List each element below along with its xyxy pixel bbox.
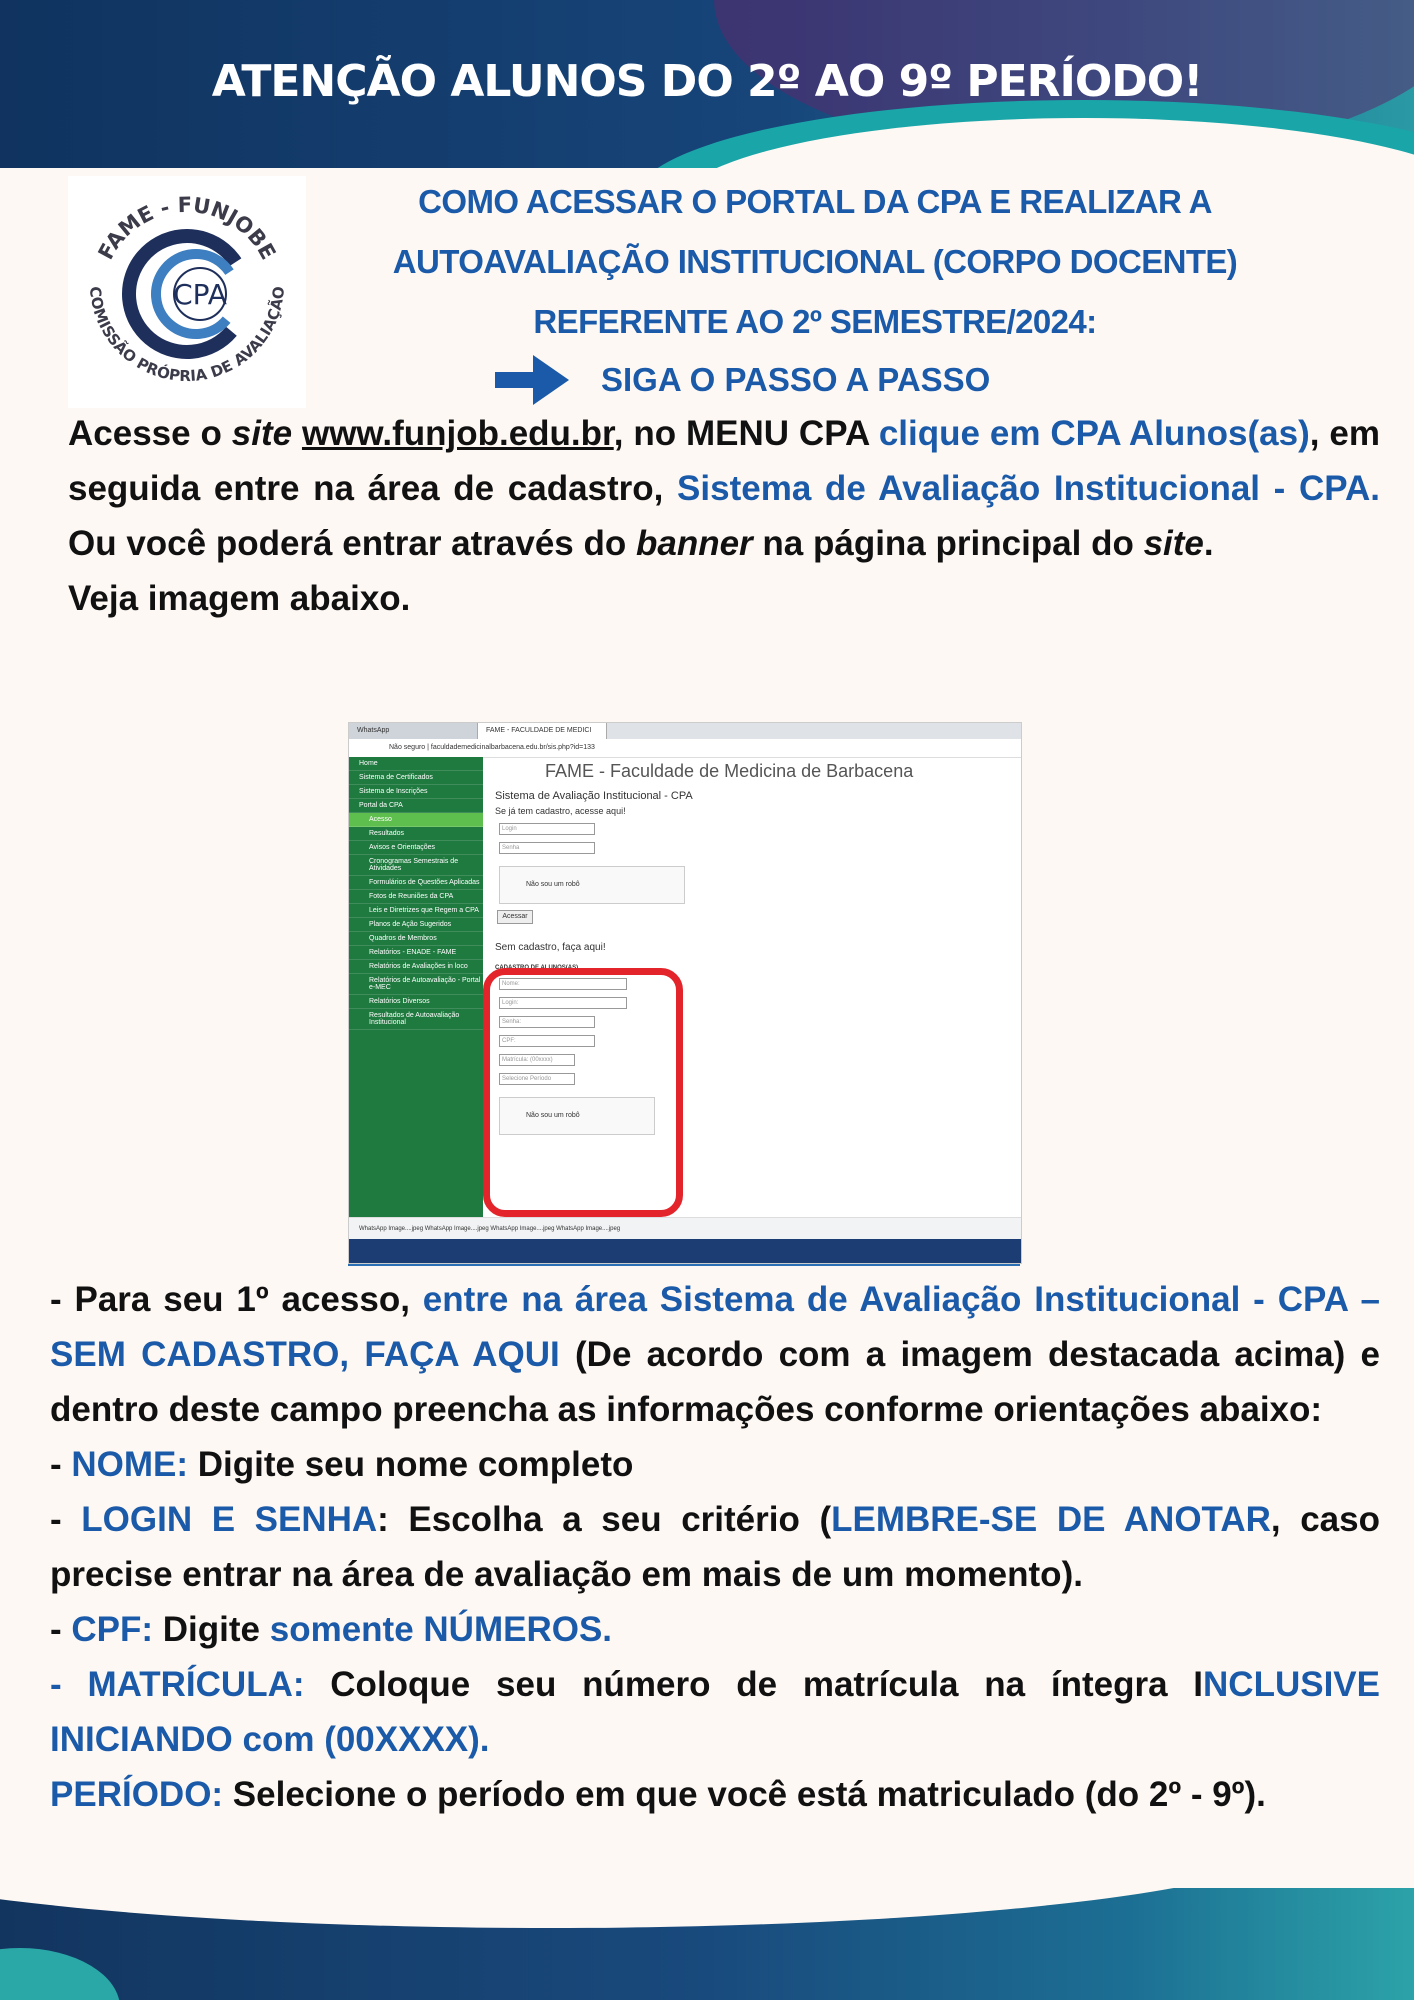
screenshot-underline	[348, 1264, 1020, 1266]
portal-sidebar	[349, 757, 483, 1217]
header-banner	[0, 0, 1414, 168]
title-line-3: REFERENTE AO 2º SEMESTRE/2024:	[533, 303, 1097, 340]
svg-text:COMISSÃO PRÓPRIA DE AVALIAÇÃO: COMISSÃO PRÓPRIA DE AVALIAÇÃO	[85, 285, 289, 386]
cpa-logo	[68, 176, 306, 408]
access-button: Acessar	[497, 910, 533, 924]
address-bar: Não seguro | faculdademedicinalbarbacena.edu.br/sis.php?id=133	[349, 739, 1021, 758]
footer-light-wave	[0, 1888, 1300, 1928]
sidebar-item: Formulários de Questões Aplicadas	[349, 876, 483, 890]
instruction-text: - Para seu 1º acesso,	[50, 1280, 423, 1319]
sidebar-item: Relatórios - ENADE - FAME	[349, 946, 483, 960]
intro-text: na página principal do	[752, 524, 1144, 563]
sidebar-item: Relatórios de Avaliações in loco	[349, 960, 483, 974]
intro-text: , no MENU CPA	[613, 414, 879, 453]
period-select: Selecione Período	[499, 1073, 575, 1085]
browser-tab: WhatsApp	[349, 723, 478, 739]
name-instruction	[50, 1437, 1380, 1492]
instruction-highlight: NCLUSIVE INICIANDO com (00XXXX).	[50, 1665, 1380, 1759]
login-field: Login	[499, 823, 595, 835]
sidebar-item: Resultados de Autoavaliação Institucional	[349, 1009, 483, 1030]
intro-highlight: Sistema de Avaliação Institucional - CPA.	[677, 469, 1380, 508]
highlight-ring	[483, 968, 683, 1217]
bullet: -	[50, 1445, 72, 1484]
arrow-right-icon	[495, 355, 569, 405]
browser-tabs	[349, 723, 1021, 739]
sidebar-item: Leis e Diretrizes que Regem a CPA	[349, 904, 483, 918]
bullet: -	[50, 1665, 88, 1704]
instruction-highlight: entre na área Sistema de Avaliação Institucional - CPA – SEM CADASTRO, FAÇA AQUI	[50, 1280, 1380, 1374]
instruction-text: Selecione o período em que você está matriculado (do 2º - 9º).	[223, 1775, 1266, 1814]
instruction-text: , caso precise entrar na área de avaliação em mais de um momento).	[50, 1500, 1380, 1594]
sidebar-item: Quadros de Membros	[349, 932, 483, 946]
first-access-paragraph	[50, 1272, 1380, 1437]
browser-tab: FAME - FACULDADE DE MEDICI	[478, 723, 607, 739]
intro-text: , em seguida entre na área de cadastro,	[68, 414, 1380, 508]
svg-text:FAME - FUNJOBE: FAME - FUNJOBE	[93, 192, 281, 264]
sidebar-item: Relatórios Diversos	[349, 995, 483, 1009]
sidebar-item: Acesso	[349, 813, 483, 827]
intro-site: site	[231, 414, 293, 453]
password-field: Senha:	[499, 1016, 595, 1028]
step-label: SIGA O PASSO A PASSO	[601, 361, 991, 398]
page-title: ATENÇÃO ALUNOS DO 2º AO 9º PERÍODO!	[211, 56, 1203, 107]
instruction-text: (De acordo com a imagem destacada acima) e dentro deste campo preencha as informações conforme orientações abaixo:	[50, 1335, 1381, 1429]
bullet: -	[50, 1610, 72, 1649]
login-subheading: Se já tem cadastro, acesse aqui!	[495, 806, 626, 816]
svg-text:CPA: CPA	[173, 278, 227, 311]
sidebar-item: Avisos e Orientações	[349, 841, 483, 855]
instruction-text: : Escolha a seu critério (	[377, 1500, 832, 1539]
intro-text: Acesse o	[68, 414, 232, 453]
sidebar-item: Planos de Ação Sugeridos	[349, 918, 483, 932]
login-field: Login:	[499, 997, 627, 1009]
instruction-highlight: LEMBRE-SE DE ANOTAR	[831, 1500, 1271, 1539]
intro-banner: banner	[635, 524, 753, 563]
sidebar-item: Cronogramas Semestrais de Atividades	[349, 855, 483, 876]
intro-site: site	[1143, 524, 1204, 563]
field-label: PERÍODO:	[50, 1775, 224, 1814]
instruction-text: Digite	[153, 1610, 270, 1649]
intro-highlight: clique em CPA Alunos(as)	[878, 414, 1310, 453]
login-instruction	[50, 1492, 1380, 1602]
register-heading: CADASTRO DE ALUNOS(AS)	[495, 965, 579, 971]
intro-text	[292, 414, 302, 453]
access-paragraph	[68, 406, 1380, 626]
form-heading: Sistema de Avaliação Institucional - CPA	[495, 790, 693, 802]
title-line-1: COMO ACESSAR O PORTAL DA CPA E REALIZAR A	[418, 183, 1212, 220]
sidebar-item: Home	[349, 757, 483, 771]
instructions-block	[50, 1272, 1380, 1822]
see-image-text: Veja imagem abaixo.	[68, 579, 411, 618]
password-field: Senha	[499, 842, 595, 854]
sidebar-item: Relatórios de Autoavaliação - Portal e-MEC	[349, 974, 483, 995]
cpf-field: CPF:	[499, 1035, 595, 1047]
intro-text: Ou você poderá entrar através do	[68, 524, 636, 563]
name-field: Nome:	[499, 978, 627, 990]
site-title: FAME - Faculdade de Medicina de Barbacena	[545, 761, 914, 781]
field-label: MATRÍCULA:	[87, 1665, 305, 1704]
sidebar-item: Portal da CPA	[349, 799, 483, 813]
captcha-box: Não sou um robô	[499, 866, 685, 904]
bullet: -	[50, 1500, 82, 1539]
sidebar-item: Sistema de Certificados	[349, 771, 483, 785]
intro-text: .	[1203, 524, 1214, 563]
sidebar-item: Fotos de Reuniões da CPA	[349, 890, 483, 904]
windows-taskbar	[349, 1239, 1021, 1263]
step-by-step-heading	[495, 352, 990, 408]
registration-instruction	[50, 1657, 1380, 1767]
sidebar-item: Resultados	[349, 827, 483, 841]
site-link[interactable]: www.funjob.edu.br	[301, 414, 614, 453]
field-label: CPF:	[71, 1610, 154, 1649]
portal-screenshot	[348, 722, 1022, 1264]
title-line-2: AUTOAVALIAÇÃO INSTITUCIONAL (CORPO DOCENTE)	[392, 243, 1238, 280]
register-subheading: Sem cadastro, faça aqui!	[495, 942, 606, 953]
footer-teal-wave	[0, 1948, 120, 2000]
captcha-box: Não sou um robô	[499, 1097, 655, 1135]
instruction-text: Digite seu nome completo	[188, 1445, 634, 1484]
sidebar-item: Sistema de Inscrições	[349, 785, 483, 799]
registration-field: Matrícula: (00xxxx)	[499, 1054, 575, 1066]
instruction-highlight: somente NÚMEROS.	[269, 1610, 613, 1649]
downloads-bar: WhatsApp Image....jpeg WhatsApp Image....jpeg WhatsApp Image....jpeg WhatsApp Image....jpeg	[349, 1217, 1021, 1240]
period-instruction	[50, 1767, 1380, 1822]
field-label: NOME:	[71, 1445, 189, 1484]
cpf-instruction	[50, 1602, 1380, 1657]
footer-banner	[0, 1888, 1414, 2000]
instruction-text: Coloque seu número de matrícula na íntegra I	[304, 1665, 1204, 1704]
instruction-title	[330, 172, 1300, 352]
field-label: LOGIN E SENHA	[81, 1500, 378, 1539]
